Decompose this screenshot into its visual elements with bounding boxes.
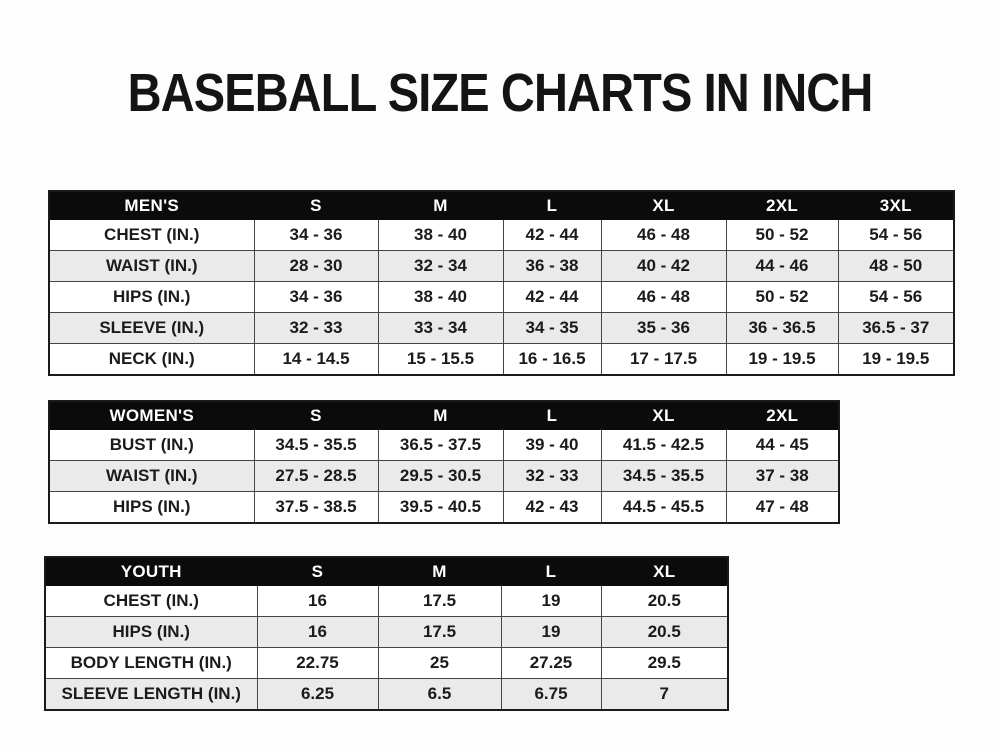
table-cell: 39.5 - 40.5 (378, 492, 503, 524)
table-cell: 7 (601, 679, 728, 711)
table-row (49, 313, 954, 344)
table-row (49, 492, 839, 524)
table-cell: 34 - 36 (254, 282, 378, 313)
table-row (49, 282, 954, 313)
column-header-2xl: 2XL (726, 191, 838, 220)
table-cell: 27.25 (501, 648, 601, 679)
column-header-xl: XL (601, 557, 728, 586)
row-label: HIPS (IN.) (49, 282, 254, 313)
table-cell: 42 - 43 (503, 492, 601, 524)
table-cell: 27.5 - 28.5 (254, 461, 378, 492)
column-header-m: M (378, 191, 503, 220)
table-row (49, 461, 839, 492)
womens-header-row (49, 401, 839, 430)
table-cell: 37.5 - 38.5 (254, 492, 378, 524)
table-cell: 19 - 19.5 (726, 344, 838, 376)
row-label: HIPS (IN.) (45, 617, 257, 648)
table-cell: 39 - 40 (503, 430, 601, 461)
table-row (49, 430, 839, 461)
row-label: SLEEVE (IN.) (49, 313, 254, 344)
table-cell: 41.5 - 42.5 (601, 430, 726, 461)
column-header-s: S (254, 401, 378, 430)
table-row (49, 251, 954, 282)
table-cell: 42 - 44 (503, 282, 601, 313)
row-label: BUST (IN.) (49, 430, 254, 461)
column-header-l: L (501, 557, 601, 586)
mens-size-table (48, 190, 955, 376)
table-row (45, 648, 728, 679)
column-header-m: M (378, 401, 503, 430)
column-header-l: L (503, 401, 601, 430)
table-cell: 33 - 34 (378, 313, 503, 344)
table-cell: 36 - 36.5 (726, 313, 838, 344)
table-cell: 16 - 16.5 (503, 344, 601, 376)
row-label: HIPS (IN.) (49, 492, 254, 524)
column-header-group: YOUTH (45, 557, 257, 586)
column-header-l: L (503, 191, 601, 220)
table-cell: 32 - 34 (378, 251, 503, 282)
table-cell: 20.5 (601, 617, 728, 648)
table-cell: 35 - 36 (601, 313, 726, 344)
table-cell: 16 (257, 617, 378, 648)
table-cell: 48 - 50 (838, 251, 954, 282)
column-header-xl: XL (601, 401, 726, 430)
table-row (45, 679, 728, 711)
table-row (49, 344, 954, 376)
table-cell: 40 - 42 (601, 251, 726, 282)
table-cell: 37 - 38 (726, 461, 839, 492)
table-cell: 54 - 56 (838, 282, 954, 313)
column-header-2xl: 2XL (726, 401, 839, 430)
table-cell: 32 - 33 (503, 461, 601, 492)
column-header-m: M (378, 557, 501, 586)
table-cell: 16 (257, 586, 378, 617)
table-cell: 20.5 (601, 586, 728, 617)
row-label: BODY LENGTH (IN.) (45, 648, 257, 679)
table-cell: 34.5 - 35.5 (254, 430, 378, 461)
table-cell: 36.5 - 37 (838, 313, 954, 344)
table-cell: 22.75 (257, 648, 378, 679)
table-cell: 25 (378, 648, 501, 679)
row-label: CHEST (IN.) (45, 586, 257, 617)
table-row (45, 586, 728, 617)
table-cell: 38 - 40 (378, 220, 503, 251)
table-cell: 34.5 - 35.5 (601, 461, 726, 492)
table-cell: 6.5 (378, 679, 501, 711)
row-label: NECK (IN.) (49, 344, 254, 376)
table-cell: 44 - 45 (726, 430, 839, 461)
row-label: SLEEVE LENGTH (IN.) (45, 679, 257, 711)
row-label: CHEST (IN.) (49, 220, 254, 251)
table-cell: 46 - 48 (601, 282, 726, 313)
column-header-group: WOMEN'S (49, 401, 254, 430)
table-row (49, 220, 954, 251)
table-cell: 34 - 36 (254, 220, 378, 251)
table-cell: 29.5 - 30.5 (378, 461, 503, 492)
page-title-text: BASEBALL SIZE CHARTS IN INCH (127, 63, 873, 123)
table-cell: 19 - 19.5 (838, 344, 954, 376)
column-header-group: MEN'S (49, 191, 254, 220)
table-cell: 17.5 (378, 617, 501, 648)
table-cell: 47 - 48 (726, 492, 839, 524)
table-cell: 50 - 52 (726, 282, 838, 313)
table-cell: 54 - 56 (838, 220, 954, 251)
youth-size-table (44, 556, 729, 711)
mens-header-row (49, 191, 954, 220)
column-header-xl: XL (601, 191, 726, 220)
table-cell: 44.5 - 45.5 (601, 492, 726, 524)
column-header-s: S (257, 557, 378, 586)
row-label: WAIST (IN.) (49, 461, 254, 492)
table-cell: 36 - 38 (503, 251, 601, 282)
table-cell: 50 - 52 (726, 220, 838, 251)
table-cell: 19 (501, 586, 601, 617)
womens-size-table (48, 400, 840, 524)
table-cell: 17.5 (378, 586, 501, 617)
table-cell: 6.25 (257, 679, 378, 711)
table-cell: 28 - 30 (254, 251, 378, 282)
table-cell: 34 - 35 (503, 313, 601, 344)
column-header-3xl: 3XL (838, 191, 954, 220)
table-row (45, 617, 728, 648)
table-cell: 6.75 (501, 679, 601, 711)
column-header-s: S (254, 191, 378, 220)
youth-header-row (45, 557, 728, 586)
table-cell: 36.5 - 37.5 (378, 430, 503, 461)
table-cell: 44 - 46 (726, 251, 838, 282)
table-cell: 17 - 17.5 (601, 344, 726, 376)
table-cell: 42 - 44 (503, 220, 601, 251)
table-cell: 19 (501, 617, 601, 648)
row-label: WAIST (IN.) (49, 251, 254, 282)
table-cell: 32 - 33 (254, 313, 378, 344)
page-title (0, 63, 1000, 123)
table-cell: 46 - 48 (601, 220, 726, 251)
table-cell: 14 - 14.5 (254, 344, 378, 376)
table-cell: 15 - 15.5 (378, 344, 503, 376)
table-cell: 38 - 40 (378, 282, 503, 313)
table-cell: 29.5 (601, 648, 728, 679)
